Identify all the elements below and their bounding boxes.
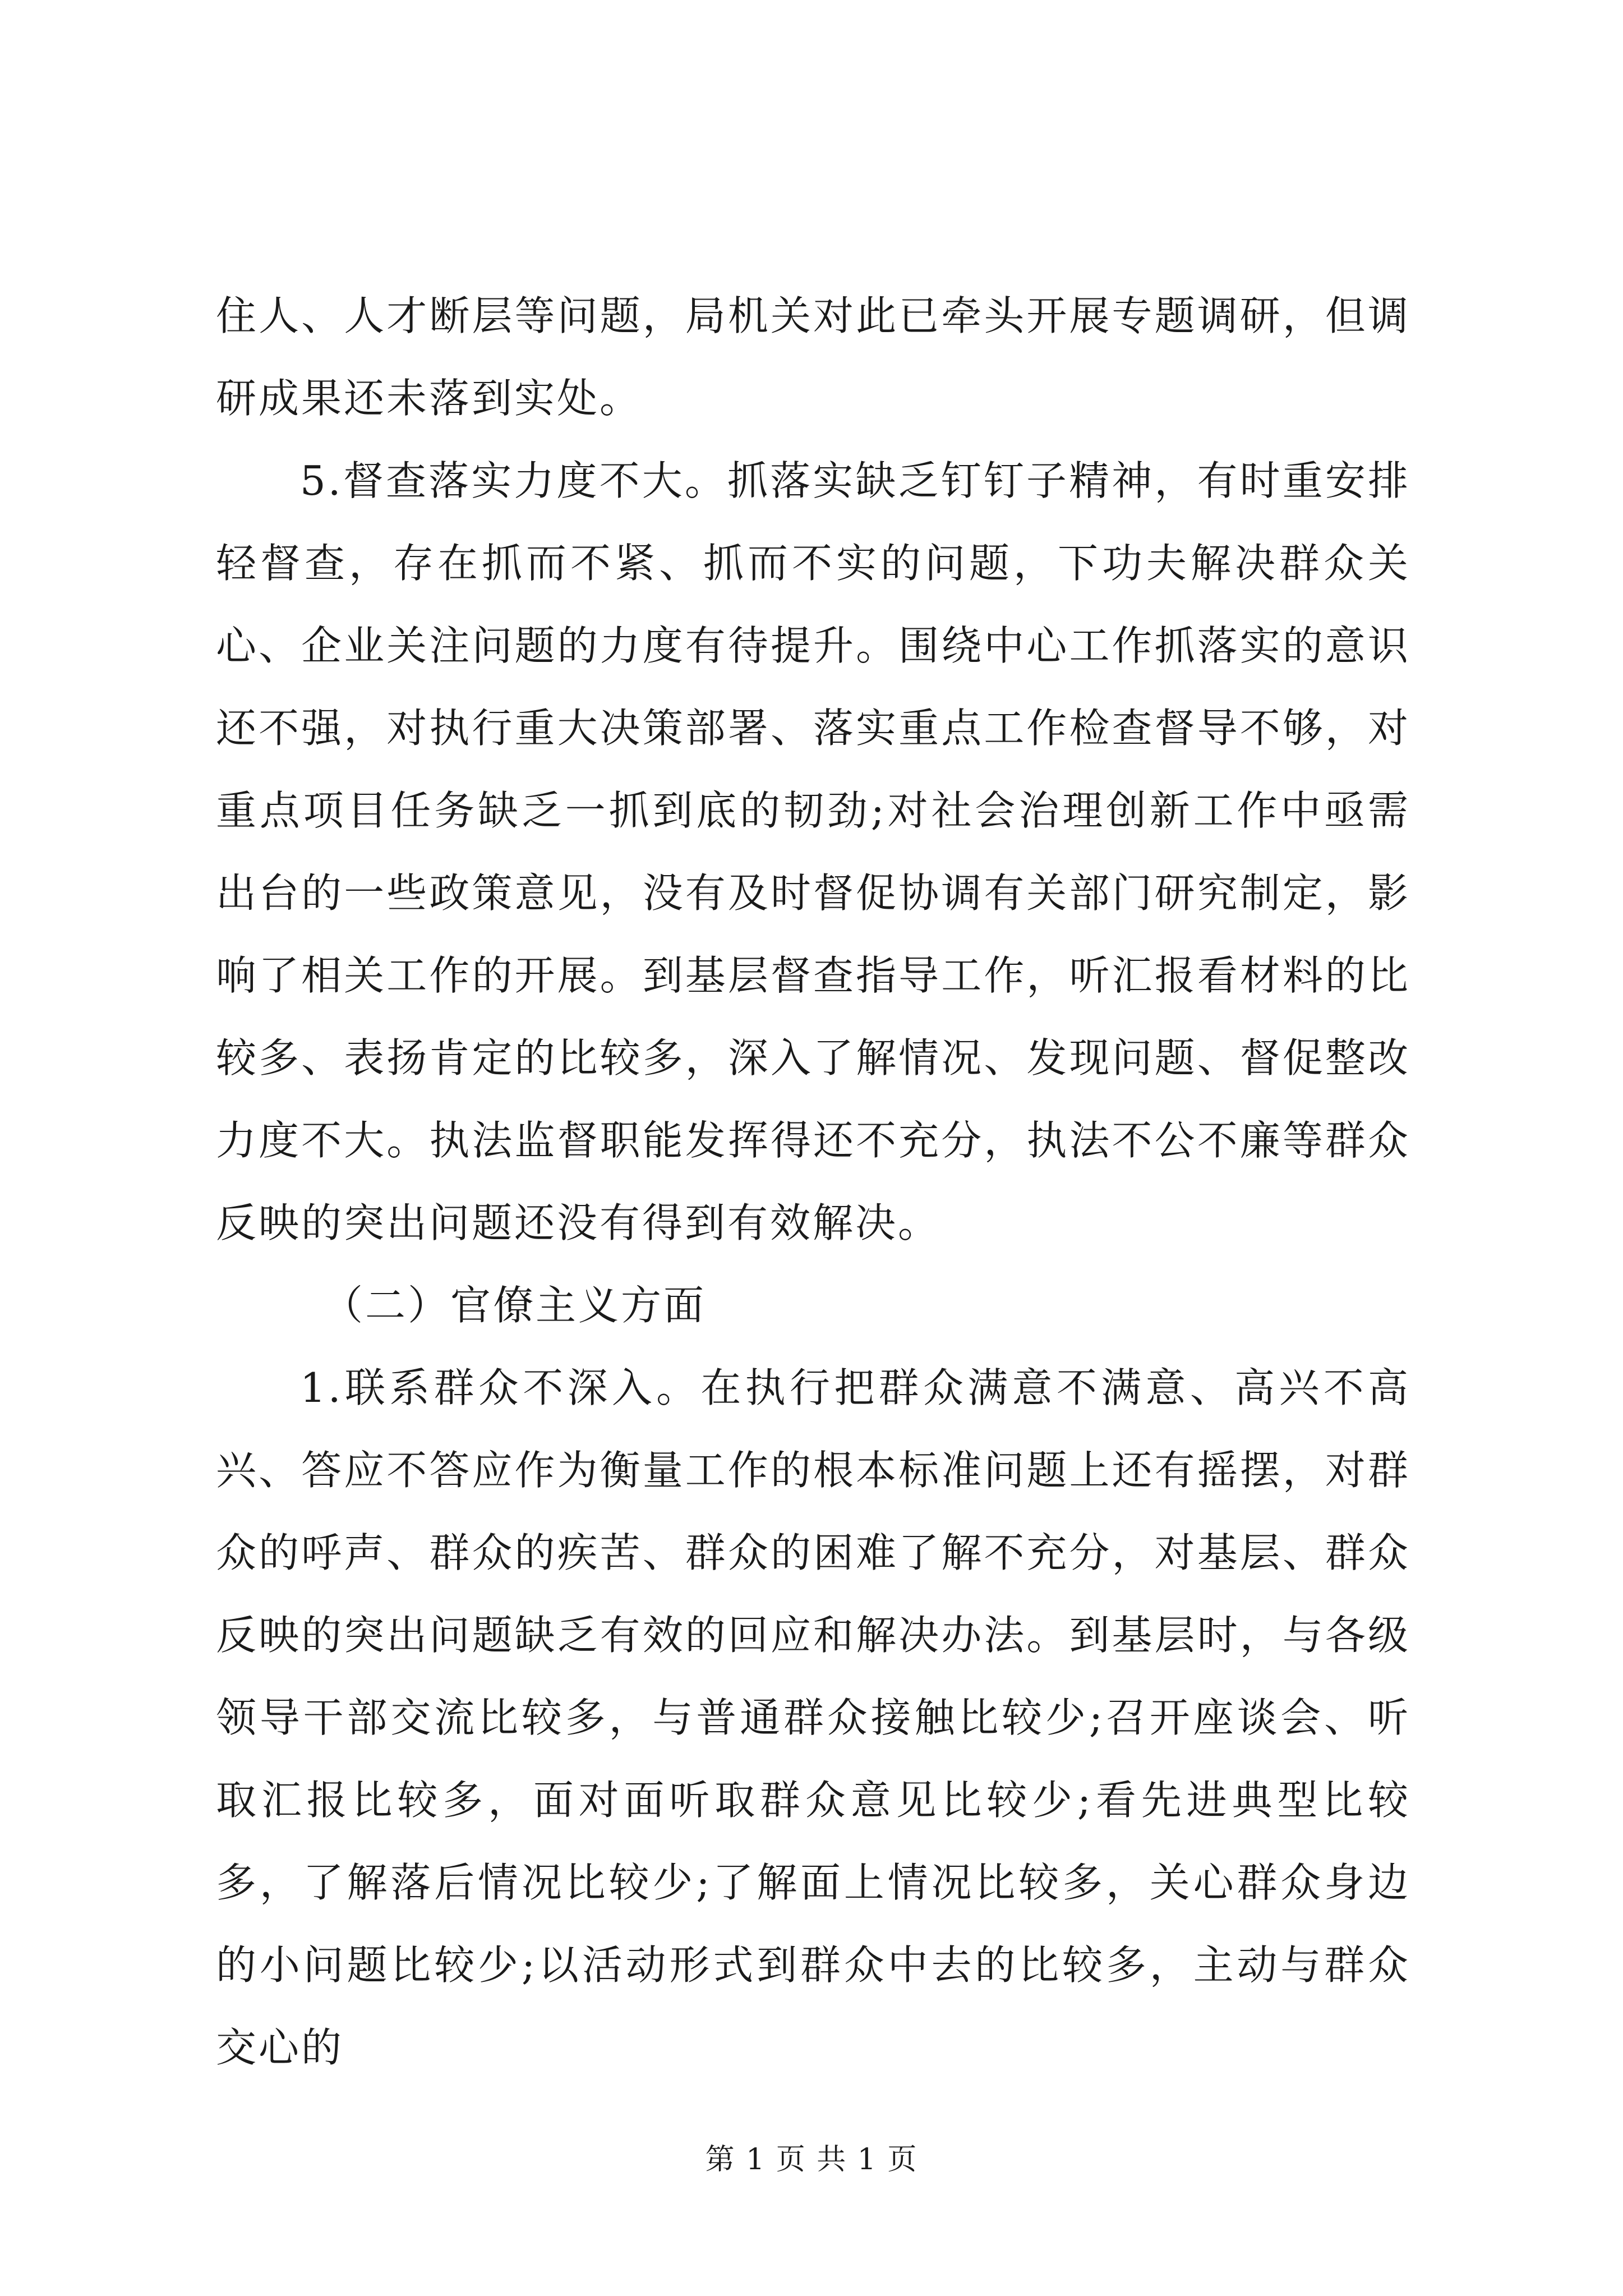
page-footer: 第 1 页 共 1 页 [705,2143,918,2177]
document-body [216,275,1410,2089]
section-heading: （二）官僚主义方面 [322,1282,707,1329]
paragraph-item-1: 1.联系群众不深入。在执行把群众满意不满意、高兴不高兴、答应不答应作为衡量工作的根本标准问题上还有摇摆，对群众的呼声、群众的疾苦、群众的困难了解不充分，对基层、群众反映的突出问题缺乏有效的回应和解决办法。到基层时，与各级领导干部交流比较多，与普通群众接触比较少;召开座谈会、听取汇报比较多，面对面听取群众意见比较少;看先进典型比较多，了解落后情况比较少;了解面上情况比较多，关心群众身边的小问题比较少;以活动形式到群众中去的比较多，主动与群众交心的 [216,1364,1410,2071]
paragraph-continuation: 住人、人才断层等问题，局机关对此已牵头开展专题调研，但调研成果还未落到实处。 [216,292,1410,422]
paragraph-item-5: 5.督查落实力度不大。抓落实缺乏钉钉子精神，有时重安排轻督查，存在抓而不紧、抓而不实的问题，下功夫解决群众关心、企业关注问题的力度有待提升。围绕中心工作抓落实的意识还不强，对执行重大决策部署、落实重点工作检查督导不够，对重点项目任务缺乏一抓到底的韧劲;对社会治理创新工作中亟需出台的一些政策意见，没有及时督促协调有关部门研究制定，影响了相关工作的开展。到基层督查指导工作，听汇报看材料的比较多、表扬肯定的比较多，深入了解情况、发现问题、督促整改力度不大。执法监督职能发挥得还不充分，执法不公不廉等群众反映的突出问题还没有得到有效解决。 [216,457,1410,1246]
